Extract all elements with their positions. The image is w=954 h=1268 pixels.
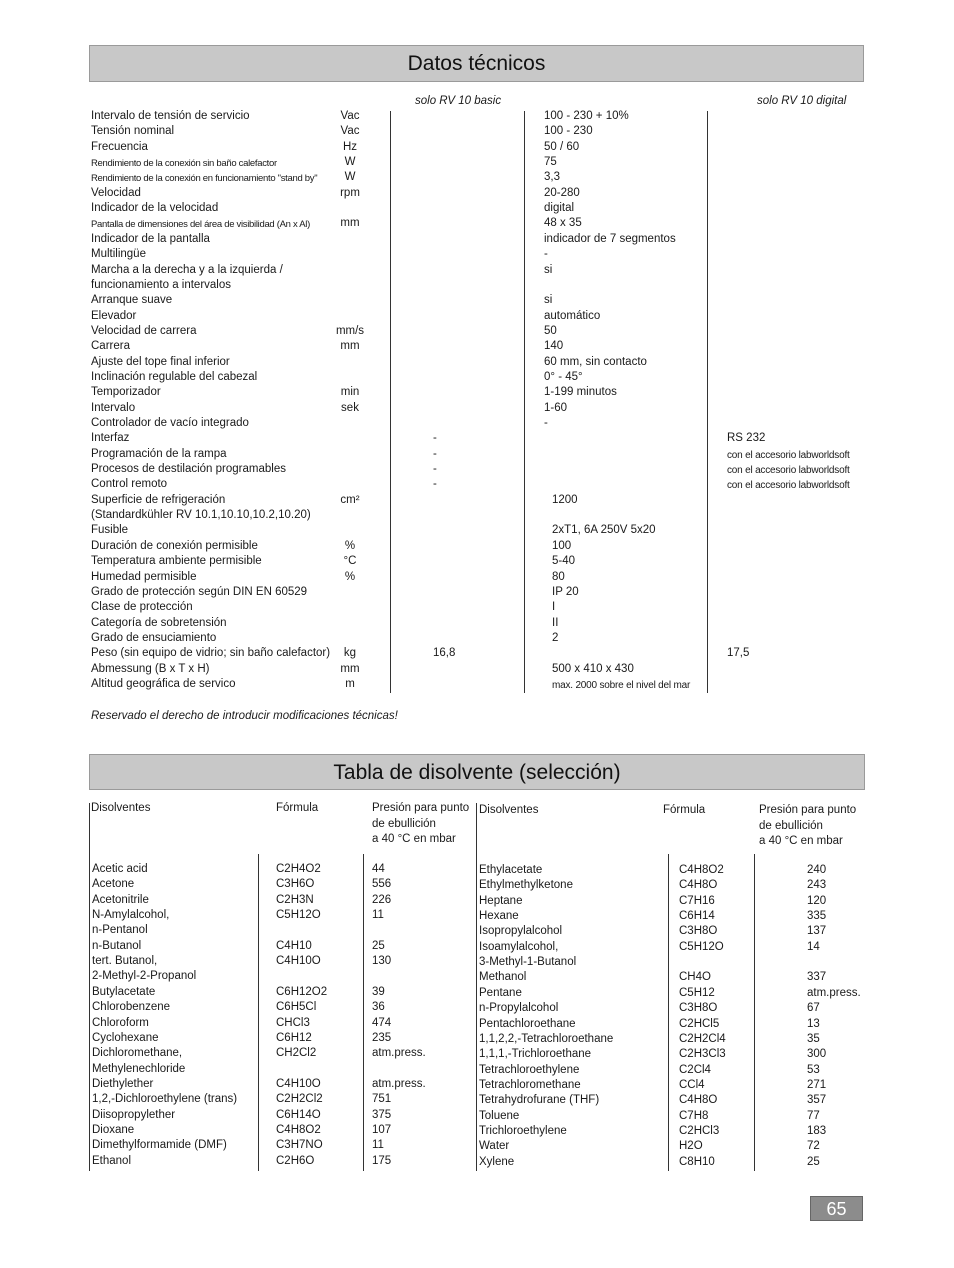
spec-label: Interfaz <box>91 432 130 445</box>
solvent-pressure: 300 <box>807 1048 827 1061</box>
spec-label: Ajuste del tope final inferior <box>91 355 230 368</box>
solvent-divider-middle <box>476 803 477 1171</box>
solvent-name: Heptane <box>479 894 523 907</box>
spec-value: automático <box>544 309 601 322</box>
solvent-pressure: 120 <box>807 894 827 907</box>
spec-value: 1-60 <box>544 401 568 414</box>
spec-value: 3,3 <box>544 171 560 184</box>
spec-label: Clase de protección <box>91 601 193 614</box>
spec-row <box>0 601 954 616</box>
spec-label: Arranque suave <box>91 294 173 307</box>
spec-digital-value: con el accesorio labworldsoft <box>727 449 850 461</box>
solvent-formula: C7H8 <box>679 1109 709 1122</box>
solvent-pressure: 25 <box>807 1155 820 1168</box>
solvent-name: n-Propylalcohol <box>479 1002 559 1015</box>
spec-label: Pantalla de dimensiones del área de visibilidad (An x Al) <box>91 219 310 231</box>
spec-label: Temperatura ambiente permisible <box>91 555 262 568</box>
solvent-divider-formula-left <box>258 854 259 1171</box>
solvent-formula: C2H3Cl3 <box>679 1048 726 1061</box>
spec-section-title: Datos técnicos <box>89 45 864 82</box>
solvent-name: n-Pentanol <box>92 924 148 937</box>
spec-digital-value: con el accesorio labworldsoft <box>727 480 850 492</box>
spec-label: Superficie de refrigeración <box>91 493 226 506</box>
spec-digital-value: con el accesorio labworldsoft <box>727 465 850 477</box>
solvent-name: 1,1,2,2,-Tetrachloroethane <box>479 1032 614 1045</box>
spec-unit: % <box>344 539 356 552</box>
spec-row <box>0 356 954 371</box>
spec-unit: % <box>344 570 356 583</box>
spec-label: Procesos de destilación programables <box>91 463 286 476</box>
solvent-formula: C2H2Cl4 <box>679 1032 726 1045</box>
spec-row <box>0 586 954 601</box>
solvent-name: 2-Methyl-2-Propanol <box>92 970 197 983</box>
solvent-formula: C3H6O <box>276 878 315 891</box>
solvent-name: Acetic acid <box>92 863 148 875</box>
spec-label: Controlador de vacío integrado <box>91 417 249 429</box>
spec-digital-value: RS 232 <box>727 432 766 445</box>
solvent-name: Hexane <box>479 910 519 923</box>
solvent-pressure: 556 <box>372 878 392 891</box>
spec-row <box>0 463 954 478</box>
spec-value: si <box>544 263 553 276</box>
spec-value: - <box>544 417 548 429</box>
spec-label: Duración de conexión permisible <box>91 539 258 552</box>
solvent-divider-pressure-left <box>363 854 364 1171</box>
spec-label: Indicador de la pantalla <box>91 232 210 245</box>
solvent-name: Xylene <box>479 1155 515 1168</box>
solvent-formula: H2O <box>679 1140 703 1153</box>
solvent-formula: C6H12 <box>276 1031 312 1044</box>
solvent-formula: C6H14 <box>679 910 715 923</box>
spec-basic-value: - <box>433 478 437 491</box>
spec-row <box>0 663 954 678</box>
solvent-name: Tetrachloroethylene <box>479 1063 580 1076</box>
spec-label: Temporizador <box>91 386 161 399</box>
solvent-header-formula-right: Fórmula <box>663 804 706 816</box>
pressure-line-2: de ebullición <box>372 817 436 830</box>
solvent-name: 3-Methyl-1-Butanol <box>479 956 577 969</box>
spec-label: Grado de ensuciamiento <box>91 631 217 644</box>
spec-unit: rpm <box>340 186 360 199</box>
spec-label: Velocidad <box>91 186 141 199</box>
spec-label: Abmessung (B x T x H) <box>91 662 210 675</box>
spec-value: 1-199 minutos <box>544 386 617 399</box>
spec-value: 5-40 <box>552 555 576 568</box>
solvent-name: Pentachloroethane <box>479 1017 576 1030</box>
spec-value: 2xT1, 6A 250V 5x20 <box>552 524 656 537</box>
solvent-pressure: 271 <box>807 1078 827 1091</box>
spec-unit: cm² <box>340 493 360 506</box>
header-digital: solo RV 10 digital <box>757 95 847 107</box>
spec-row <box>0 340 954 355</box>
solvent-formula: C2H3N <box>276 893 314 906</box>
spec-basic-value: - <box>433 463 437 476</box>
solvent-formula: C4H8O2 <box>679 864 724 876</box>
spec-value: 60 mm, sin contacto <box>544 355 647 368</box>
spec-value: 500 x 410 x 430 <box>552 662 634 675</box>
solvent-pressure: 357 <box>807 1094 827 1107</box>
solvent-name: Isoamylalcohol, <box>479 940 559 953</box>
spec-unit: mm <box>340 662 360 675</box>
spec-basic-value: - <box>433 432 437 445</box>
solvent-pressure: 77 <box>807 1109 820 1122</box>
disclaimer-note: Reservado el derecho de introducir modificaciones técnicas! <box>91 710 398 722</box>
spec-value: 50 / 60 <box>544 140 580 153</box>
spec-row <box>0 233 954 248</box>
solvent-pressure: 25 <box>372 939 385 952</box>
solvent-pressure: 240 <box>807 864 827 876</box>
spec-value: 100 - 230 + 10% <box>544 110 629 122</box>
spec-row <box>0 555 954 570</box>
solvent-formula: C2H2Cl2 <box>276 1093 323 1106</box>
spec-row <box>0 171 954 186</box>
spec-unit: W <box>344 156 356 169</box>
solvent-name: Isopropylalcohol <box>479 925 563 938</box>
solvent-formula: C5H12 <box>679 986 715 999</box>
solvent-name: Tetrachloromethane <box>479 1078 581 1091</box>
solvent-header-pressure-left <box>372 801 469 848</box>
solvent-pressure: 474 <box>372 1016 392 1029</box>
solvent-name: Chloroform <box>92 1016 149 1029</box>
spec-row <box>0 325 954 340</box>
spec-value: 100 <box>552 539 572 552</box>
spec-unit: mm <box>340 340 360 353</box>
spec-row <box>0 432 954 447</box>
solvent-pressure: 337 <box>807 971 827 984</box>
spec-label: Velocidad de carrera <box>91 324 197 337</box>
spec-value: I <box>552 601 556 614</box>
solvent-pressure: atm.press. <box>372 1047 426 1060</box>
solvent-formula: C2HCl3 <box>679 1124 720 1137</box>
solvent-pressure: 13 <box>807 1017 820 1030</box>
spec-unit: mm <box>340 217 360 230</box>
spec-value: II <box>552 616 559 629</box>
spec-unit: mm/s <box>335 324 365 337</box>
solvent-formula: C2H4O2 <box>276 863 321 875</box>
solvent-pressure: 39 <box>372 985 385 998</box>
spec-label: Frecuencia <box>91 140 148 153</box>
spec-basic-value: - <box>433 447 437 460</box>
solvent-divider-left <box>89 803 90 1171</box>
spec-label: Peso (sin equipo de vidrio; sin baño calefactor) <box>91 647 331 660</box>
solvent-pressure: 175 <box>372 1154 392 1167</box>
spec-row <box>0 402 954 417</box>
spec-value: max. 2000 sobre el nivel del mar <box>552 679 691 691</box>
solvent-pressure: 751 <box>372 1093 392 1106</box>
spec-label: Altitud geográfica de servico <box>91 677 236 690</box>
spec-row <box>0 617 954 632</box>
solvent-pressure: 243 <box>807 879 827 892</box>
solvent-section-title: Tabla de disolvente (selección) <box>89 754 865 790</box>
pressure-line-2: de ebullición <box>759 819 823 832</box>
solvent-formula: C3H7NO <box>276 1139 323 1152</box>
solvent-formula: C4H10O <box>276 955 321 968</box>
spec-label: Intervalo de tensión de servicio <box>91 110 250 122</box>
solvent-formula: CHCl3 <box>276 1016 310 1029</box>
spec-row <box>0 217 954 232</box>
spec-row <box>0 647 954 662</box>
solvent-name: Acetone <box>92 878 135 891</box>
solvent-pressure: 11 <box>372 909 384 922</box>
spec-row <box>0 417 954 432</box>
spec-label: Carrera <box>91 340 130 353</box>
spec-label: Categoría de sobretensión <box>91 616 227 629</box>
spec-label: Grado de protección según DIN EN 60529 <box>91 585 308 598</box>
solvent-formula: CH4O <box>679 971 711 984</box>
solvent-formula: C6H5Cl <box>276 1001 317 1014</box>
solvent-formula: CCl4 <box>679 1078 705 1091</box>
solvent-formula: CH2Cl2 <box>276 1047 317 1060</box>
spec-label: Rendimiento de la conexión en funcionamiento "stand by" <box>91 173 318 185</box>
spec-row <box>0 509 954 524</box>
solvent-name: Acetonitrile <box>92 893 149 906</box>
spec-value: digital <box>544 202 575 215</box>
solvent-pressure: 11 <box>372 1139 384 1152</box>
spec-label: Humedad permisible <box>91 570 197 583</box>
solvent-header-pressure-right <box>759 803 856 850</box>
spec-basic-value: 16,8 <box>433 647 456 660</box>
solvent-name: Ethylacetate <box>479 864 543 876</box>
spec-row <box>0 448 954 463</box>
spec-value: si <box>544 294 553 307</box>
spec-row <box>0 294 954 309</box>
spec-value: 100 - 230 <box>544 125 593 138</box>
solvent-name: Dimethylformamide (DMF) <box>92 1139 227 1152</box>
spec-unit: min <box>340 386 360 399</box>
spec-value: 20-280 <box>544 186 580 199</box>
solvent-name: N-Amylalcohol, <box>92 909 170 922</box>
spec-row <box>0 202 954 217</box>
spec-value: 48 x 35 <box>544 217 582 230</box>
solvent-name: Dichloromethane, <box>92 1047 183 1060</box>
solvent-name: Cyclohexane <box>92 1031 159 1044</box>
solvent-pressure: 375 <box>372 1108 392 1121</box>
page-number: 65 <box>810 1196 863 1221</box>
solvent-formula: C5H12O <box>679 940 724 953</box>
spec-unit: Hz <box>342 140 358 153</box>
spec-unit: Vac <box>340 110 360 122</box>
spec-row <box>0 540 954 555</box>
solvent-name: tert. Butanol, <box>92 955 158 968</box>
spec-label: Inclinación regulable del cabezal <box>91 370 258 383</box>
solvent-formula: C2HCl5 <box>679 1017 720 1030</box>
solvent-pressure: 14 <box>807 940 820 953</box>
solvent-formula: C3H8O <box>679 1002 718 1015</box>
spec-row <box>0 187 954 202</box>
solvent-formula: C4H8O <box>679 1094 718 1107</box>
spec-digital-value: 17,5 <box>727 647 750 660</box>
pressure-line-3: a 40 °C en mbar <box>372 833 456 845</box>
spec-row <box>0 524 954 539</box>
solvent-name: Water <box>479 1140 510 1153</box>
solvent-header-name-left: Disolventes <box>91 802 151 814</box>
solvent-formula: C4H8O <box>679 879 718 892</box>
spec-row <box>0 371 954 386</box>
spec-unit: °C <box>343 555 357 568</box>
solvent-name: Chlorobenzene <box>92 1001 171 1014</box>
solvent-header-formula-left: Fórmula <box>276 802 319 814</box>
solvent-name: Diethylether <box>92 1077 154 1090</box>
solvent-formula: C4H8O2 <box>276 1123 321 1136</box>
spec-unit: m <box>345 677 355 690</box>
spec-row <box>0 141 954 156</box>
solvent-pressure: 107 <box>372 1123 392 1136</box>
spec-row <box>0 386 954 401</box>
spec-row <box>0 110 954 125</box>
solvent-name: Trichloroethylene <box>479 1124 567 1137</box>
solvent-pressure: atm.press. <box>807 986 861 999</box>
spec-row <box>0 678 954 693</box>
solvent-pressure: 72 <box>807 1140 820 1153</box>
spec-row <box>0 571 954 586</box>
spec-value: 75 <box>544 156 557 169</box>
spec-label: Multilingüe <box>91 248 146 261</box>
spec-row <box>0 125 954 140</box>
spec-value: 1200 <box>552 493 578 506</box>
spec-row <box>0 310 954 325</box>
solvent-pressure: 35 <box>807 1032 820 1045</box>
solvent-header-name-right: Disolventes <box>479 804 539 816</box>
spec-row <box>0 478 954 493</box>
spec-label: Fusible <box>91 524 129 537</box>
spec-row <box>0 264 954 279</box>
spec-row <box>0 156 954 171</box>
solvent-pressure: atm.press. <box>372 1077 426 1090</box>
spec-unit: Vac <box>340 125 360 138</box>
solvent-name: Pentane <box>479 986 522 999</box>
solvent-name: 1,2,-Dichloroethylene (trans) <box>92 1093 238 1106</box>
solvent-formula: C2Cl4 <box>679 1063 711 1076</box>
solvent-name: 1,1,1,-Trichloroethane <box>479 1048 592 1061</box>
solvent-pressure: 36 <box>372 1001 385 1014</box>
solvent-formula: C5H12O <box>276 909 321 922</box>
solvent-divider-pressure-right <box>754 854 755 1171</box>
spec-label: Tensión nominal <box>91 125 175 138</box>
spec-unit: sek <box>341 401 359 414</box>
solvent-pressure: 53 <box>807 1063 820 1076</box>
solvent-formula: C3H8O <box>679 925 718 938</box>
solvent-formula: C7H16 <box>679 894 715 907</box>
solvent-name: Ethanol <box>92 1154 132 1167</box>
solvent-pressure: 183 <box>807 1124 827 1137</box>
spec-row <box>0 248 954 263</box>
solvent-pressure: 130 <box>372 955 392 968</box>
solvent-pressure: 44 <box>372 863 385 875</box>
spec-value: IP 20 <box>552 585 579 598</box>
spec-row <box>0 494 954 509</box>
spec-label: Intervalo <box>91 401 136 414</box>
spec-value: - <box>544 248 548 261</box>
spec-label: Marcha a la derecha y a la izquierda / <box>91 263 283 276</box>
solvent-name: Dioxane <box>92 1123 135 1136</box>
pressure-line-3: a 40 °C en mbar <box>759 835 843 847</box>
header-basic: solo RV 10 basic <box>415 95 502 107</box>
spec-value: 0° - 45° <box>544 370 583 383</box>
spec-label: Rendimiento de la conexión sin baño calefactor <box>91 158 277 170</box>
solvent-name: Toluene <box>479 1109 520 1122</box>
spec-unit: W <box>344 171 356 184</box>
solvent-pressure: 137 <box>807 925 827 938</box>
solvent-pressure: 67 <box>807 1002 820 1015</box>
spec-row <box>0 279 954 294</box>
spec-label: Programación de la rampa <box>91 447 227 460</box>
solvent-name: Methanol <box>479 971 527 984</box>
solvent-pressure: 335 <box>807 910 827 923</box>
solvent-name: Ethylmethylketone <box>479 879 573 892</box>
spec-label: Indicador de la velocidad <box>91 202 219 215</box>
spec-unit: kg <box>343 647 357 660</box>
spec-value: 50 <box>544 324 557 337</box>
solvent-name: Butylacetate <box>92 985 156 998</box>
solvent-formula: C8H10 <box>679 1155 715 1168</box>
spec-value: 80 <box>552 570 565 583</box>
pressure-line-1: Presión para punto <box>372 802 470 814</box>
spec-label: funcionamiento a intervalos <box>91 278 231 291</box>
solvent-pressure: 235 <box>372 1031 392 1044</box>
solvent-name: Diisopropylether <box>92 1108 176 1121</box>
spec-value: 2 <box>552 631 559 644</box>
solvent-name: Methylenechloride <box>92 1062 186 1075</box>
spec-row <box>0 632 954 647</box>
solvent-formula: C6H14O <box>276 1108 321 1121</box>
solvent-formula: C4H10O <box>276 1077 321 1090</box>
solvent-divider-formula-right <box>668 854 669 1171</box>
solvent-name: Tetrahydrofurane (THF) <box>479 1094 600 1107</box>
solvent-pressure: 226 <box>372 893 392 906</box>
spec-value: 140 <box>544 340 564 353</box>
solvent-formula: C2H6O <box>276 1154 315 1167</box>
spec-value: indicador de 7 segmentos <box>544 232 676 245</box>
spec-label: (Standardkühler RV 10.1,10.10,10.2,10.20) <box>91 509 311 522</box>
solvent-formula: C4H10 <box>276 939 312 952</box>
solvent-name: n-Butanol <box>92 939 142 952</box>
spec-label: Control remoto <box>91 478 168 491</box>
solvent-formula: C6H12O2 <box>276 985 328 998</box>
pressure-line-1: Presión para punto <box>759 804 857 816</box>
spec-label: Elevador <box>91 309 137 322</box>
